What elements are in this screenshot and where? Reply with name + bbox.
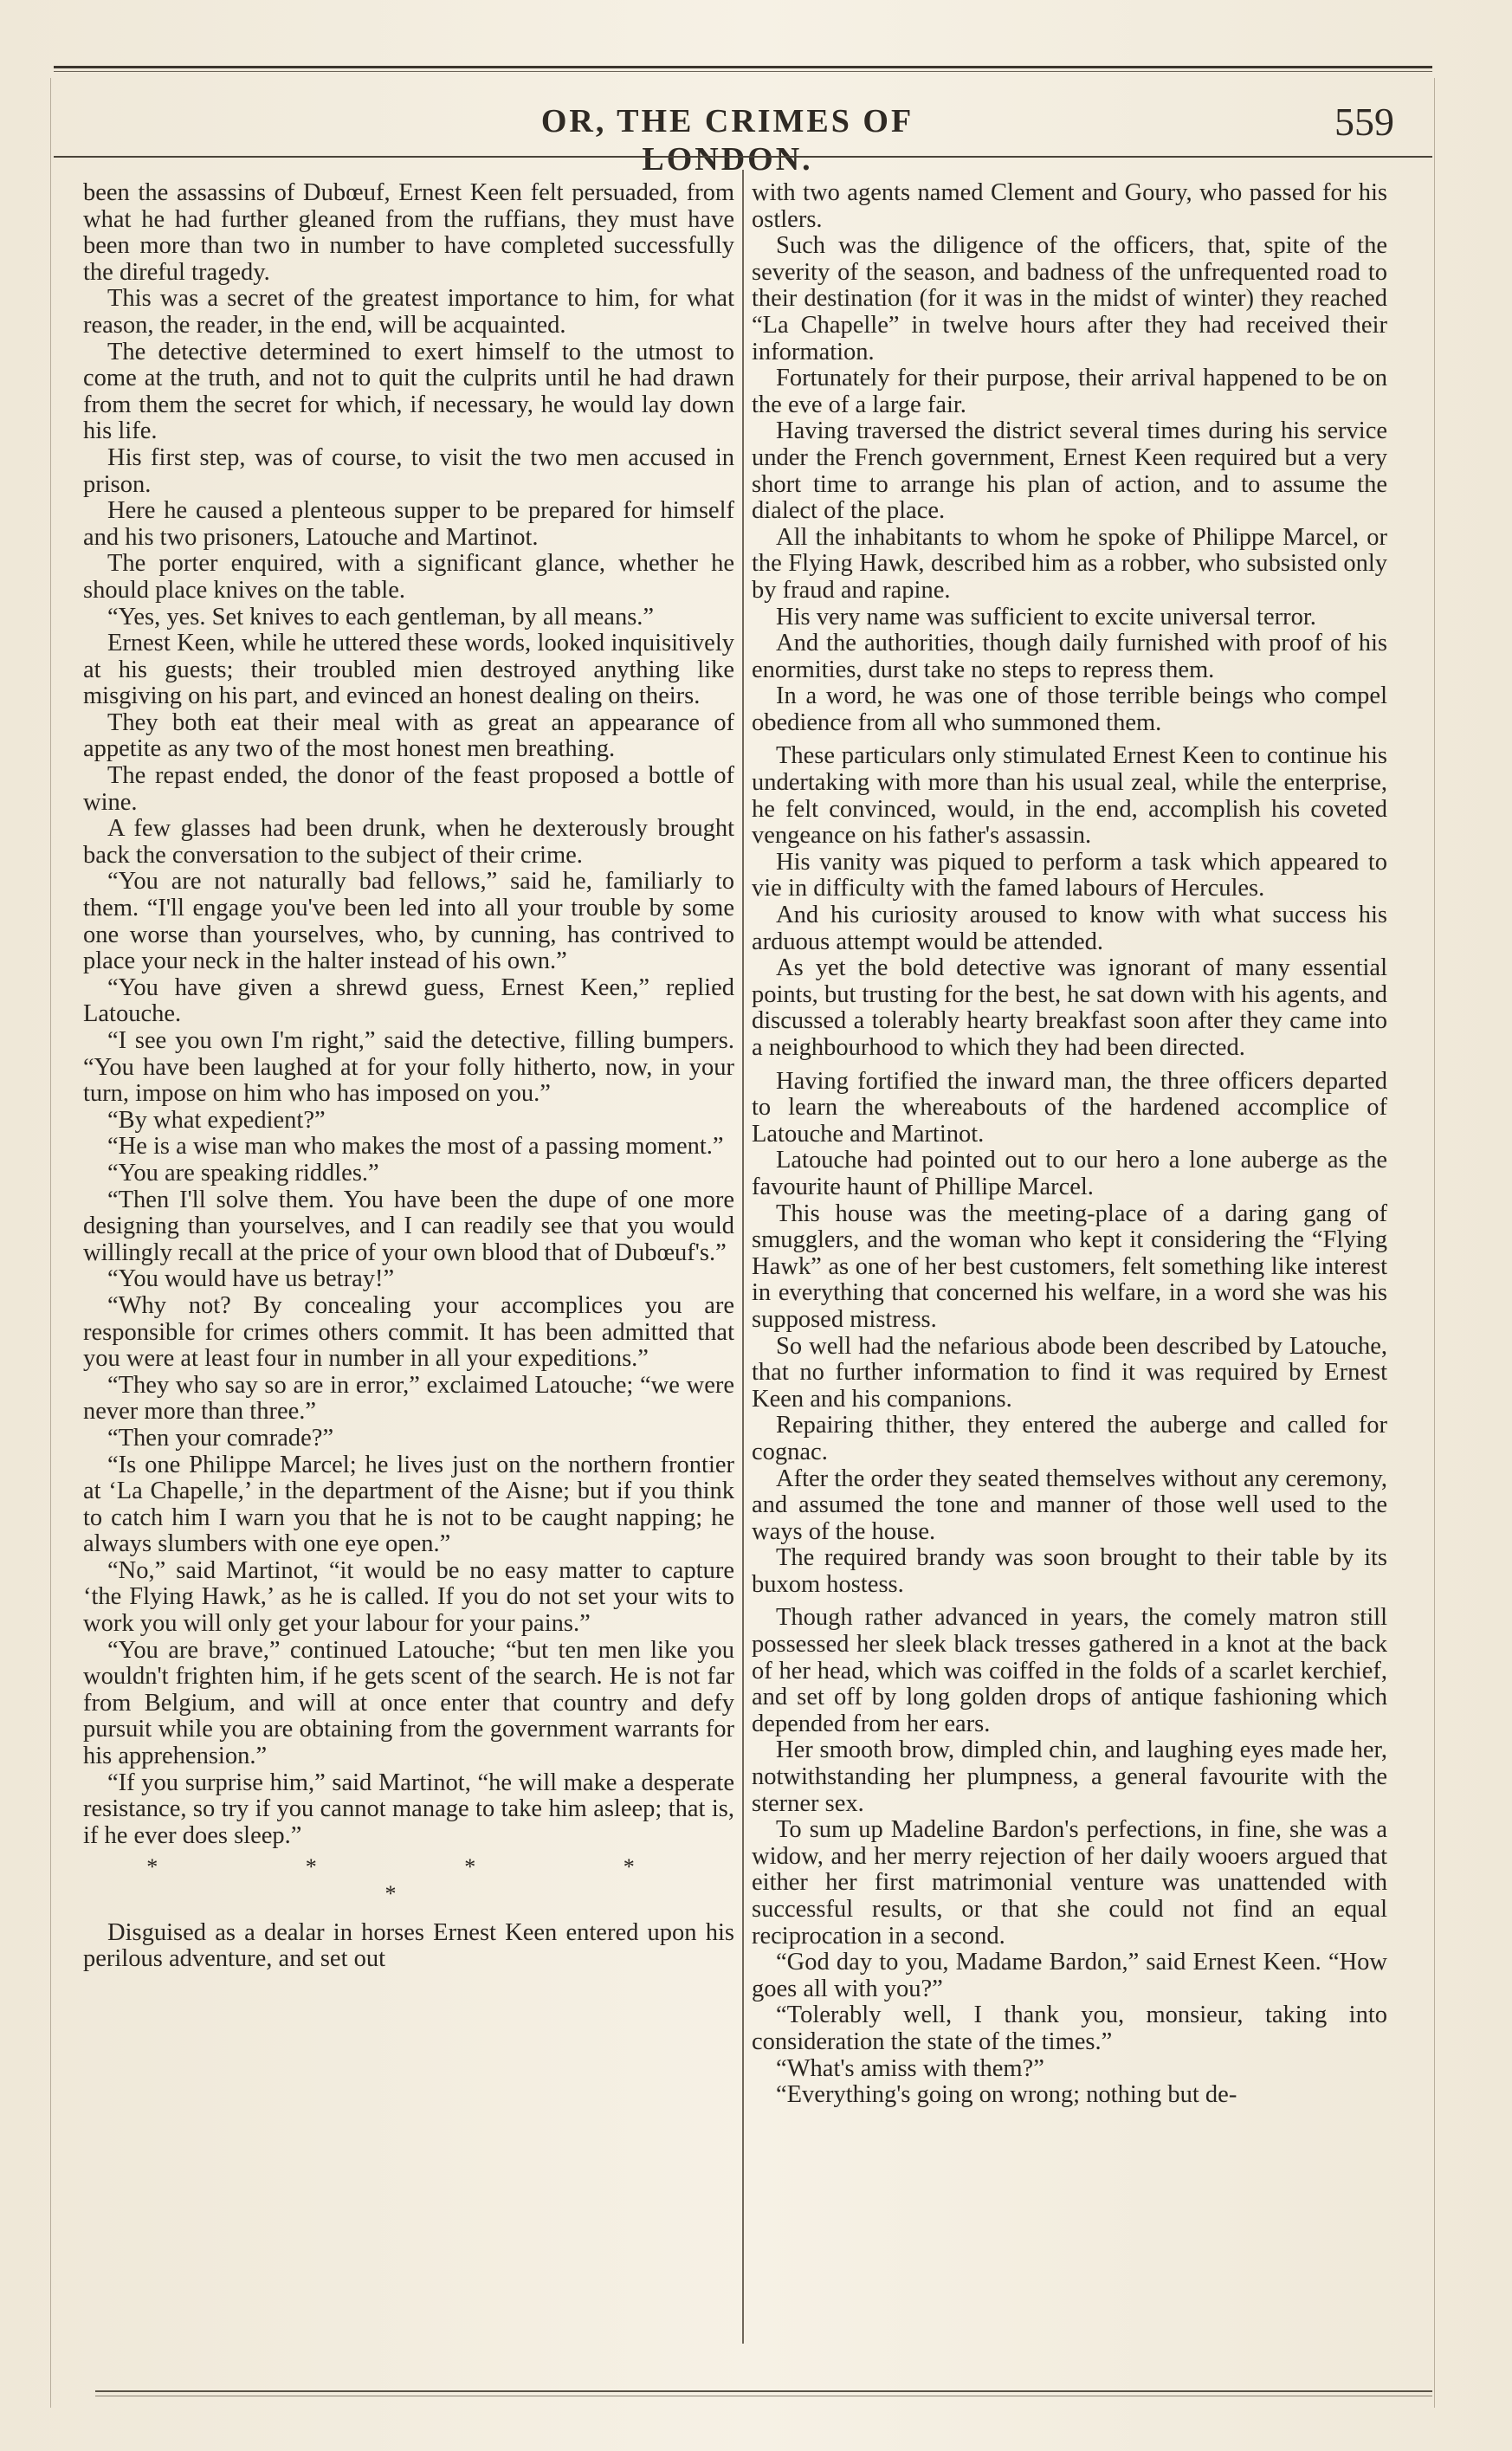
page-edge-right: [1434, 78, 1435, 2408]
left-column: [83, 180, 734, 1973]
paragraph: And the authorities, though daily furnished with proof of his enormities, durst take no steps to repress them.: [752, 630, 1387, 683]
paragraph: Fortunately for their purpose, their arrival happened to be on the eve of a large fair.: [752, 365, 1387, 418]
paragraph: After the order they seated themselves without any ceremony, and assumed the tone and manner of those well used to the ways of the house.: [752, 1465, 1387, 1545]
bottom-rule: [95, 2390, 1432, 2392]
top-rule: [54, 66, 1432, 68]
paragraph: “You are not naturally bad fellows,” said he, familiarly to them. “I'll engage you've been led into all your trouble by some one worse than yourselves, who, by cunning, has contrived to place your neck in the halter instead of his own.”: [83, 868, 734, 975]
paragraph: Though rather advanced in years, the comely matron still possessed her sleek black tresses gathered in a knot at the back of her head, which was coiffed in the folds of a scarlet kerchief, and set off by long golden drops of antique fashioning which depended from her ears.: [752, 1604, 1387, 1737]
paragraph: “You are brave,” continued Latouche; “but ten men like you wouldn't frighten him, if he gets scent of the search. He is not far from Belgium, and will at once enter that country and defy pursuit while you are obtaining from the government warrants for his apprehension.”: [83, 1636, 734, 1770]
paragraph: His first step, was of course, to visit the two men accused in prison.: [83, 443, 734, 498]
paragraph: This was a secret of the greatest importance to him, for what reason, the reader, in the end, will be acquainted.: [83, 285, 734, 339]
paragraph: The detective determined to exert himself to the utmost to come at the truth, and not to quit the culprits until he had drawn from them the secret for which, if necessary, he would lay down his life.: [83, 338, 734, 445]
paragraph: The porter enquired, with a significant glance, whether he should place knives on the table.: [83, 550, 734, 604]
paragraph: A few glasses had been drunk, when he dexterously brought back the conversation to the subject of their crime.: [83, 815, 734, 869]
paragraph: The repast ended, the donor of the feast proposed a bottle of wine.: [83, 762, 734, 816]
paragraph: They both eat their meal with as great an appearance of appetite as any two of the most honest men breathing.: [83, 708, 734, 763]
paragraph: So well had the nefarious abode been described by Latouche, that no further information to find it was required by Ernest Keen and his companions.: [752, 1332, 1387, 1413]
page-edge-left: [50, 78, 51, 2408]
paragraph: “You would have us betray!”: [107, 1265, 395, 1293]
paragraph: Having traversed the district several times during his service under the French government, Ernest Keen required but a very short time to arrange his plan of action, and to assume the dialect of the place.: [752, 417, 1387, 525]
paragraph: This house was the meeting-place of a daring gang of smugglers, and the woman who kept it considering the “Flying Hawk” as one of her best customers, felt something like interest in everything that concerned his welfare, in a word she was his supposed mistress.: [752, 1200, 1387, 1333]
paragraph: “What's amiss with them?”: [776, 2054, 1044, 2082]
paragraph: Her smooth brow, dimpled chin, and laughing eyes made her, notwithstanding her plumpness, a general favourite with the sterner sex.: [752, 1736, 1387, 1817]
paragraph: “Tolerably well, I thank you, monsieur, taking into consideration the state of the times.”: [752, 2002, 1387, 2055]
paragraph: Here he caused a plenteous supper to be prepared for himself and his two prisoners, Latouche and Martinot.: [83, 497, 734, 551]
paragraph: “By what expedient?”: [107, 1106, 326, 1134]
paragraph: Ernest Keen, while he uttered these words, looked inquisitively at his guests; their troubled mien destroyed anything like misgiving on his part, and evinced an honest dealing on theirs.: [83, 630, 734, 710]
paragraph: “No,” said Martinot, “it would be no easy matter to capture ‘the Flying Hawk,’ as he is called. If you do not set your wits to work you will only get your labour for your pains.”: [83, 1556, 734, 1638]
paragraph: As yet the bold detective was ignorant of many essential points, but trusting for the best, he sat down with his agents, and discussed a tolerably hearty breakfast soon after they came into a neighbourhood to which they had been directed.: [752, 954, 1387, 1061]
paragraph: “Then your comrade?”: [107, 1424, 334, 1452]
paragraph: “You have given a shrewd guess, Ernest Keen,” replied Latouche.: [83, 973, 734, 1028]
paragraph: Latouche had pointed out to our hero a lone auberge as the favourite haunt of Phillipe Marcel.: [752, 1147, 1387, 1200]
header-rule: [54, 156, 1432, 158]
paragraph: “Is one Philippe Marcel; he lives just on the northern frontier at ‘La Chapelle,’ in the department of the Aisne; but if you think to catch him I warn you that he is not to be caught napping; he always slumbers with one eye open.”: [83, 1451, 734, 1558]
paragraph: with two agents named Clement and Goury, who passed for his ostlers.: [752, 179, 1387, 233]
paragraph: “Why not? By concealing your accomplices you are responsible for crimes others commit. It has been admitted that you were at least four in number in all your expeditions.”: [83, 1291, 734, 1373]
paragraph: Such was the diligence of the officers, that, spite of the severity of the season, and badness of the unfrequented road to their destination (for it was in the midst of winter) they reached “La Chapelle” in twelve hours after they had received their information.: [752, 232, 1387, 365]
paragraph: All the inhabitants to whom he spoke of Philippe Marcel, or the Flying Hawk, described him as a robber, who subsisted only by fraud and rapine.: [752, 523, 1387, 604]
paragraph: “If you surprise him,” said Martinot, “he will make a desperate resistance, so try if you cannot manage to take him asleep; that is, if he ever does sleep.”: [83, 1769, 734, 1849]
paragraph: “Everything's going on wrong; nothing but de-: [776, 2081, 1237, 2109]
paragraph: “You are speaking riddles.”: [107, 1159, 379, 1187]
paragraph: Disguised as a dealar in horses Ernest Keen entered upon his perilous adventure, and set out: [83, 1918, 734, 1973]
paragraph: To sum up Madeline Bardon's perfections, in fine, she was a widow, and her merry rejection of her daily wooers argued that either her first matrimonial venture was unattended with successful results, or that she could not find an equal reciprocation in a second.: [752, 1816, 1387, 1950]
paragraph: “They who say so are in error,” exclaimed Latouche; “we were never more than three.”: [83, 1371, 734, 1426]
paragraph: “He is a wise man who makes the most of a passing moment.”: [107, 1133, 724, 1161]
paragraph: These particulars only stimulated Ernest Keen to continue his undertaking with more than his usual zeal, while the enterprise, he felt convinced, would, in the end, accomplish his coveted vengeance on his father's assassin.: [752, 742, 1387, 850]
page-number: 559: [1334, 100, 1394, 144]
paragraph: been the assassins of Dubœuf, Ernest Keen felt persuaded, from what he had further gleaned from the ruffians, they must have been more than two in number to have completed successfully the direful tragedy.: [83, 179, 734, 286]
paragraph: And his curiosity aroused to know with what success his arduous attempt would be attended.: [752, 902, 1387, 955]
paragraph: His vanity was piqued to perform a task which appeared to vie in difficulty with the famed labours of Hercules.: [752, 848, 1387, 902]
paragraph: “Then I'll solve them. You have been the dupe of one more designing than yourselves, and I can readily see that you would willingly recall at the price of your own blood that of Dubœuf's.”: [83, 1186, 734, 1266]
paragraph: “Yes, yes. Set knives to each gentleman, by all means.”: [107, 603, 655, 631]
paragraph: Having fortified the inward man, the three officers departed to learn the whereabouts of the hardened accomplice of Latouche and Martinot.: [752, 1067, 1387, 1148]
paragraph: “God day to you, Madame Bardon,” said Ernest Keen. “How goes all with you?”: [752, 1949, 1387, 2002]
paragraph: The required brandy was soon brought to their table by its buxom hostess.: [752, 1544, 1387, 1598]
running-title: OR, THE CRIMES OF LONDON.: [540, 103, 914, 178]
paragraph: His very name was sufficient to excite universal terror.: [776, 603, 1316, 631]
section-break-asterisms: * * * * *: [146, 1854, 706, 1906]
paragraph: In a word, he was one of those terrible beings who compel obedience from all who summoned them.: [752, 682, 1387, 736]
paragraph: “I see you own I'm right,” said the detective, filling bumpers. “You have been laughed at for your folly hitherto, now, in your turn, impose on him who has imposed on you.”: [83, 1027, 734, 1108]
right-column: [752, 180, 1387, 2109]
paragraph: Repairing thither, they entered the auberge and called for cognac.: [752, 1412, 1387, 1465]
column-divider: [742, 170, 744, 2344]
top-rule-thin: [54, 71, 1432, 72]
